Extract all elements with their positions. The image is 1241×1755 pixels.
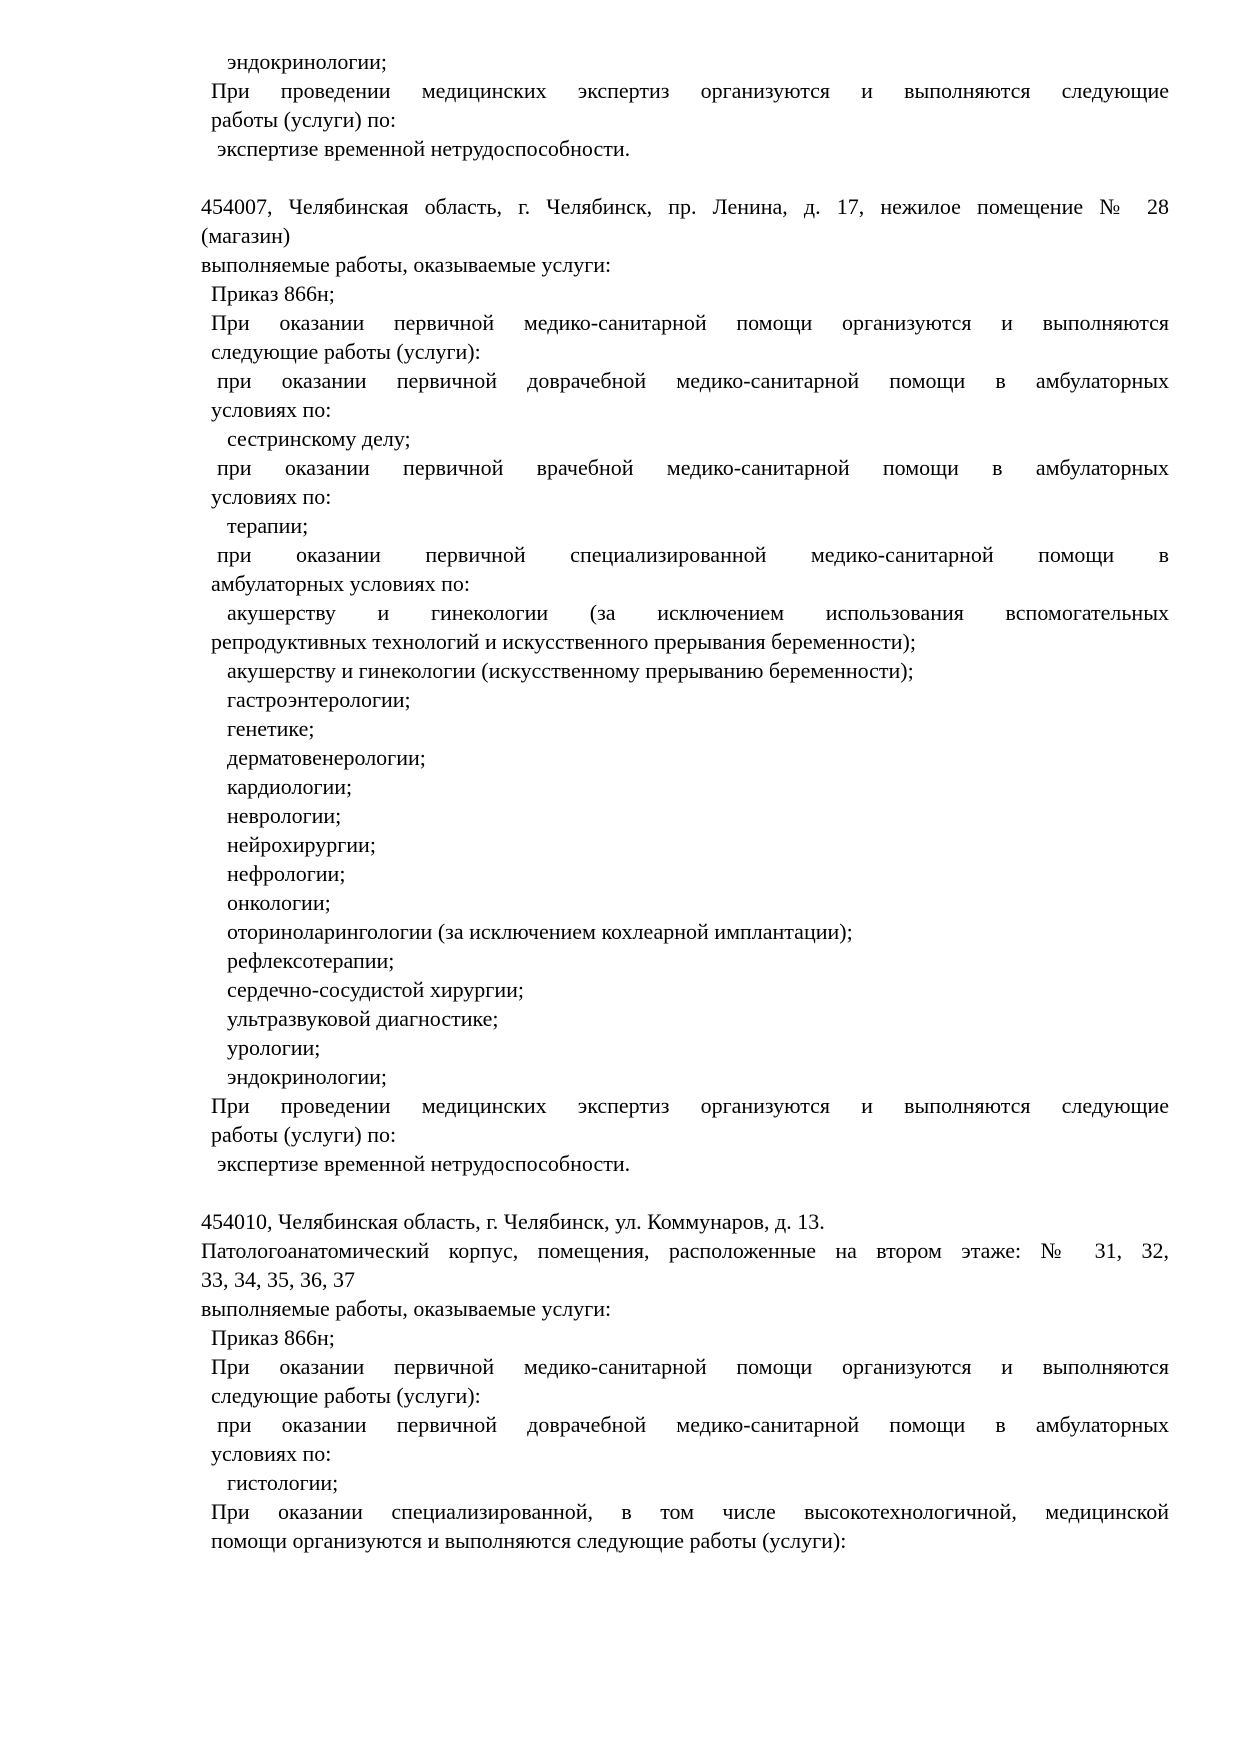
text-line: сестринскому делу;: [227, 426, 411, 451]
text-line: условиях по:: [211, 397, 332, 422]
text-line: гастроэнтерологии;: [227, 687, 411, 712]
text-line: гистологии;: [227, 1470, 339, 1495]
text-line: Приказ 866н;: [211, 281, 335, 306]
text-line: сердечно-сосудистой хирургии;: [227, 977, 524, 1002]
text-line: (магазин): [201, 223, 291, 248]
text-line: работы (услуги) по:: [211, 1122, 397, 1147]
text-line: условиях по:: [211, 1441, 332, 1466]
text-line: при оказании первичной доврачебной медико-санитарной помощи в амбулаторных: [217, 368, 1169, 393]
text-line: онкологии;: [227, 890, 331, 915]
text-line: при оказании первичной специализированной медико-санитарной помощи в: [217, 542, 1169, 567]
text-line: репродуктивных технологий и искусственного прерывания беременности);: [211, 629, 916, 654]
text-line: экспертизе временной нетрудоспособности.: [217, 136, 631, 161]
text-line: при оказании первичной доврачебной медико-санитарной помощи в амбулаторных: [217, 1412, 1169, 1437]
text-line: При оказании специализированной, в том числе высокотехнологичной, медицинской: [211, 1499, 1169, 1524]
text-line: рефлексотерапии;: [227, 948, 395, 973]
text-line: акушерству и гинекологии (за исключением использования вспомогательных: [227, 600, 1169, 625]
text-line: следующие работы (услуги):: [211, 1383, 481, 1408]
text-line: кардиологии;: [227, 774, 353, 799]
text-line: нейрохирургии;: [227, 832, 376, 857]
text-line: дерматовенерологии;: [227, 745, 426, 770]
text-line: выполняемые работы, оказываемые услуги:: [201, 252, 612, 277]
text-line: При оказании первичной медико-санитарной помощи организуются и выполняются: [211, 1354, 1169, 1379]
text-line: неврологии;: [227, 803, 342, 828]
text-line: помощи организуются и выполняются следующие работы (услуги):: [211, 1528, 847, 1553]
text-line: Приказ 866н;: [211, 1325, 335, 1350]
text-line: 33, 34, 35, 36, 37: [201, 1267, 355, 1292]
text-line: [201, 163, 1169, 192]
text-line: следующие работы (услуги):: [211, 339, 481, 364]
text-line: оториноларингологии (за исключением кохлеарной имплантации);: [227, 919, 853, 944]
text-line: нефрологии;: [227, 861, 346, 886]
text-line: терапии;: [227, 513, 309, 538]
text-line: эндокринологии;: [227, 1064, 388, 1089]
text-line: 454010, Челябинская область, г. Челябинск, ул. Коммунаров, д. 13.: [201, 1209, 825, 1234]
text-line: при оказании первичной врачебной медико-санитарной помощи в амбулаторных: [217, 455, 1169, 480]
text-line: При проведении медицинских экспертиз организуются и выполняются следующие: [211, 78, 1169, 103]
text-line: работы (услуги) по:: [211, 107, 397, 132]
text-line: экспертизе временной нетрудоспособности.: [217, 1151, 631, 1176]
text-line: При оказании первичной медико-санитарной помощи организуются и выполняются: [211, 310, 1169, 335]
text-line: При проведении медицинских экспертиз организуются и выполняются следующие: [211, 1093, 1169, 1118]
text-line: условиях по:: [211, 484, 332, 509]
text-line: акушерству и гинекологии (искусственному прерыванию беременности);: [227, 658, 914, 683]
text-line: генетике;: [227, 716, 315, 741]
text-line: [201, 1178, 1169, 1207]
text-line: Патологоанатомический корпус, помещения, расположенные на втором этаже: № 31, 32,: [201, 1238, 1169, 1263]
text-line: урологии;: [227, 1035, 321, 1060]
text-line: амбулаторных условиях по:: [211, 571, 471, 596]
text-line: 454007, Челябинская область, г. Челябинск, пр. Ленина, д. 17, нежилое помещение № 28: [201, 194, 1169, 219]
text-line: выполняемые работы, оказываемые услуги:: [201, 1296, 612, 1321]
text-line: эндокринологии;: [227, 49, 388, 74]
text-line: ультразвуковой диагностике;: [227, 1006, 499, 1031]
